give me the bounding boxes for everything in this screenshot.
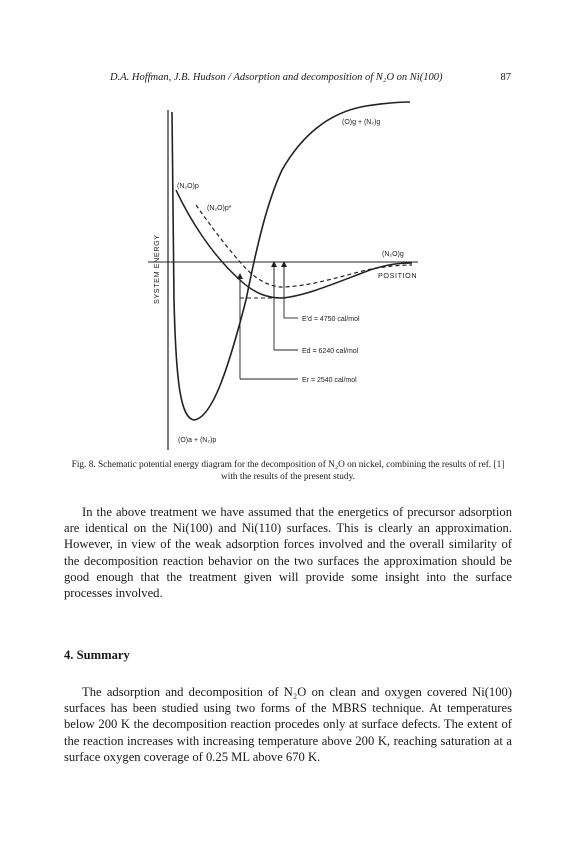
- body-paragraph-2: The adsorption and decomposition of N₂O on clean and oxygen covered Ni(100) surfaces has been studied using two forms of the MBRS technique. At temperatures below 200 K the decomposition reaction procedes only at surface defects. The extent of the reaction increases with increasing temperature above 200 K, reaching saturation at a surface oxygen coverage of 0.25 ML above 670 K.: [64, 685, 512, 764]
- label-er: Er = 2540 cal/mol: [302, 377, 357, 384]
- label-n2o-p: (N₂O)p: [177, 183, 199, 190]
- section-heading-summary: 4. Summary: [64, 648, 130, 662]
- label-o-g-n2-g: (O)g + (N₂)g: [342, 119, 381, 126]
- label-ed-prime: E′d = 4750 cal/mol: [302, 316, 360, 323]
- axis-label-system-energy: SYSTEM ENERGY: [152, 234, 161, 304]
- label-n2o-g: (N₂O)g: [382, 251, 404, 258]
- page-number: 87: [500, 72, 511, 83]
- running-title: D.A. Hoffman, J.B. Hudson / Adsorption and decomposition of N₂O on Ni(100): [110, 72, 443, 83]
- label-o-a-n2-p: (O)a + (N₂)p: [178, 437, 217, 444]
- figure-caption: Fig. 8. Schematic potential energy diagram for the decomposition of N₂O on nickel, combining the results of ref. [1] with the results of the present study.: [71, 460, 505, 482]
- axis-label-position: POSITION: [378, 271, 418, 280]
- oxygen-well-curve: [172, 102, 410, 420]
- label-n2o-p-star: (N₂O)p*: [207, 205, 232, 212]
- label-ed: Ed = 6240 cal/mol: [302, 348, 359, 355]
- body-paragraph-1: In the above treatment we have assumed that the energetics of precursor adsorption are identical on the Ni(100) and Ni(110) surfaces. This is clearly an approximation. However, in view of the weak adsorption forces involved and the overall similarity of the decomposition reaction behavior on the two surfaces the approximation should be good enough that the treatment given will provide some insight into the surface processes involved.: [64, 505, 512, 601]
